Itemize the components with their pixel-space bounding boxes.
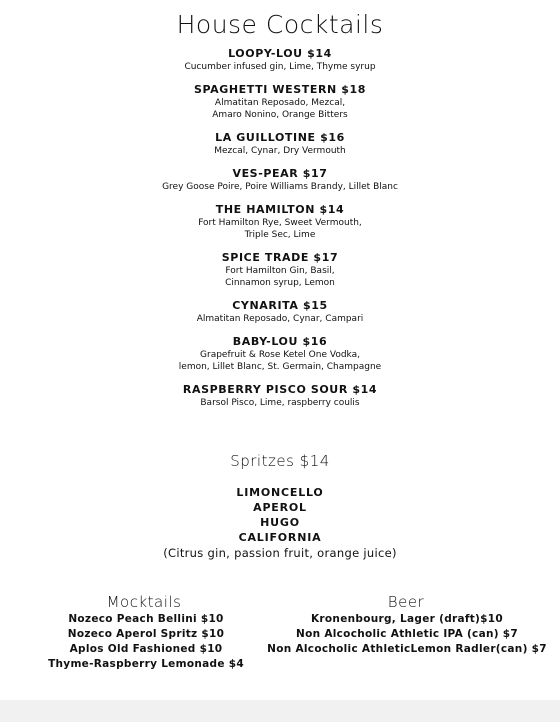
mocktail-item: Nozeco Peach Bellini $10 [68,613,224,625]
mocktail-list [40,612,252,672]
cocktail-name: LA GUILLOTINE $16 [215,131,345,144]
cocktail-item [0,251,560,289]
cocktail-name: SPAGHETTI WESTERN $18 [193,83,367,96]
cocktail-list [0,47,560,419]
mocktail-item: Aplos Old Fashioned $10 [69,643,223,655]
cocktail-name: BABY-LOU $16 [232,335,328,348]
cocktail-item [0,167,560,193]
spritz-item: APEROL [253,501,307,514]
cocktail-item [0,203,560,241]
cocktail-name: SPICE TRADE $17 [221,251,339,264]
beer-item: Kronenbourg, Lager (draft)$10 [311,613,503,625]
cocktail-item [0,299,560,325]
menu-title: House Cocktails [176,10,384,39]
cocktail-description: Barsol Pisco, Lime, raspberry coulis [200,398,360,408]
mocktail-item: Thyme-Raspberry Lemonade $4 [48,658,244,670]
spritz-item: CALIFORNIA [238,531,322,544]
cocktail-name: VES-PEAR $17 [232,167,328,180]
cocktail-item [0,83,560,121]
page-bottom-strip [0,700,560,722]
spritzes-heading: Spritzes $14 [230,452,330,470]
cocktail-name: CYNARITA $15 [232,299,328,312]
cocktail-description: Fort Hamilton Gin, Basil, Cinnamon syrup, Lemon [225,266,335,288]
spritz-item: LIMONCELLO [236,486,324,499]
mocktails-heading: Mocktails [106,593,182,611]
cocktail-item [0,47,560,73]
spritz-list [0,485,560,561]
mocktail-item: Nozeco Aperol Spritz $10 [67,628,225,640]
cocktail-description: Fort Hamilton Rye, Sweet Vermouth, Triple Sec, Lime [198,218,362,240]
beer-item: Non Alcocholic AthleticLemon Radler(can) $7 [267,643,547,655]
cocktail-item [0,335,560,373]
beer-list [262,612,552,657]
cocktail-description: Grapefruit & Rose Ketel One Vodka, lemon, Lillet Blanc, St. Germain, Champagne [178,350,382,372]
cocktail-name: LOOPY-LOU $14 [228,47,332,60]
beer-item: Non Alcocholic Athletic IPA (can) $7 [296,628,518,640]
cocktail-name: RASPBERRY PISCO SOUR $14 [182,383,378,396]
cocktail-item [0,383,560,409]
cocktail-description: Mezcal, Cynar, Dry Vermouth [214,146,346,156]
cocktail-description: Grey Goose Poire, Poire Williams Brandy, Lillet Blanc [162,182,398,192]
spritz-note: (Citrus gin, passion fruit, orange juice) [163,546,397,560]
cocktail-description: Almatitan Reposado, Mezcal, Amaro Nonino, Orange Bitters [212,98,348,120]
beer-heading: Beer [387,593,425,611]
cocktail-description: Almatitan Reposado, Cynar, Campari [196,314,364,324]
cocktail-item [0,131,560,157]
cocktail-name: THE HAMILTON $14 [215,203,345,216]
spritz-item: HUGO [260,516,300,529]
cocktail-description: Cucumber infused gin, Lime, Thyme syrup [184,62,376,72]
